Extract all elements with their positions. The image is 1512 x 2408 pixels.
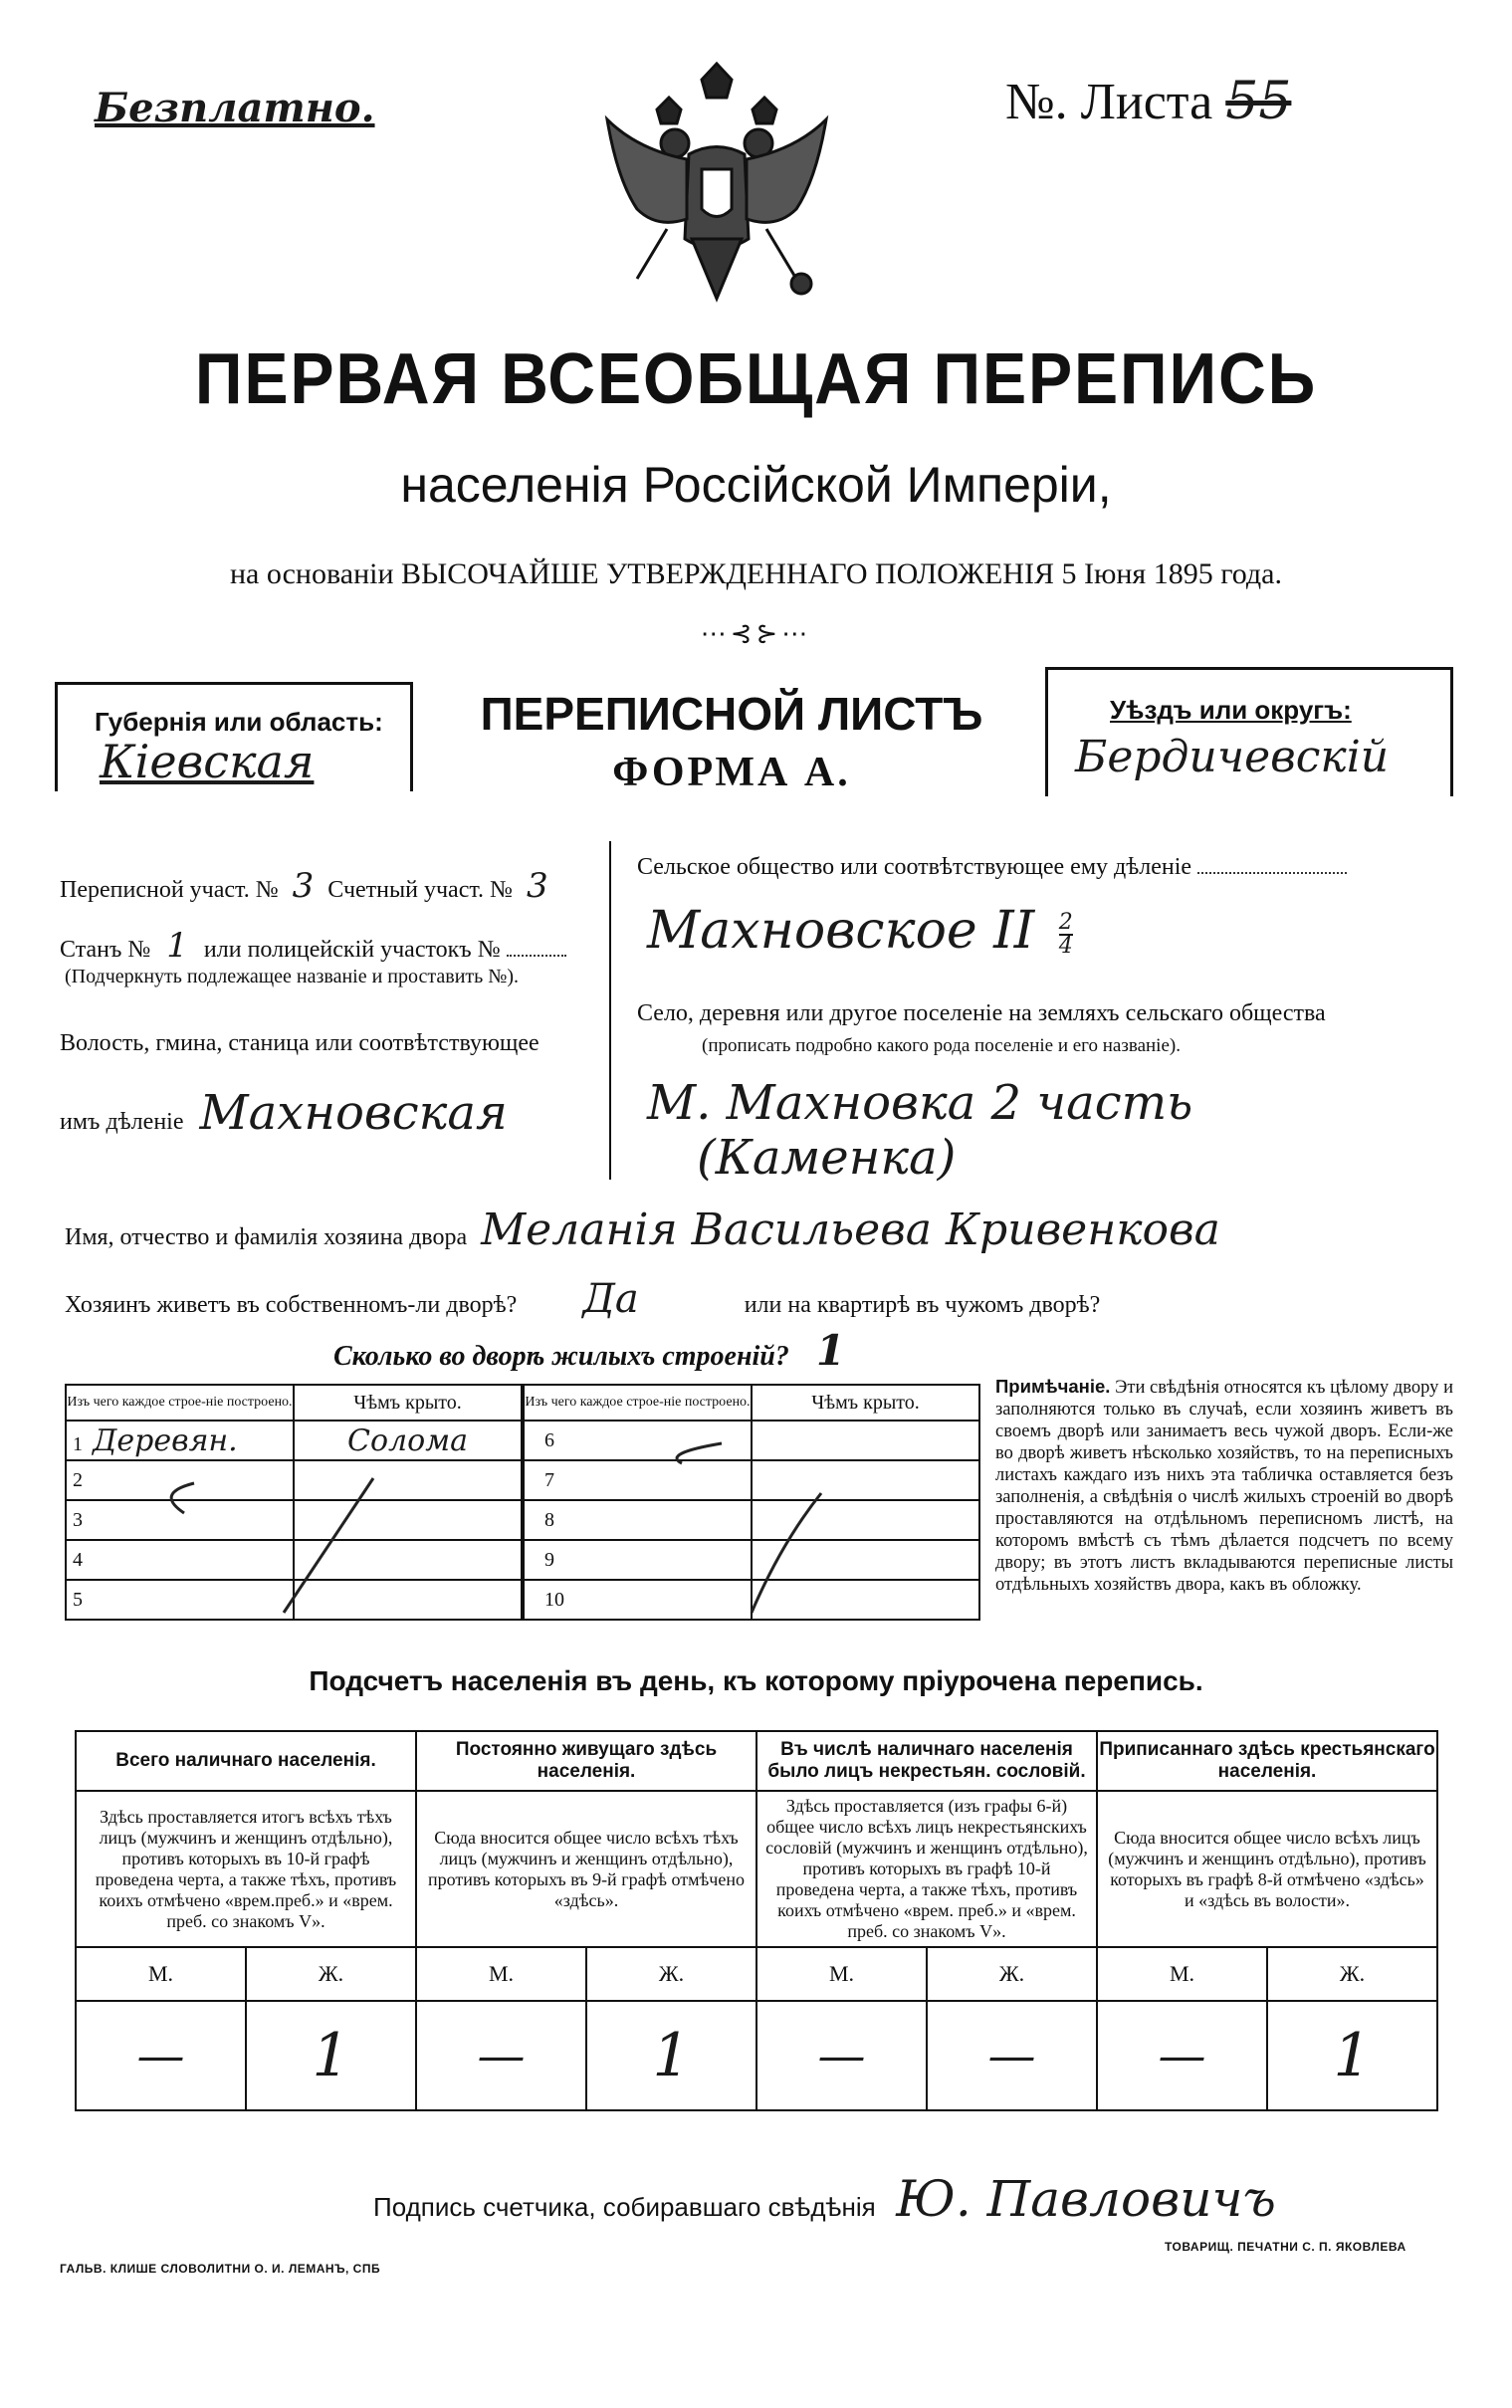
buildings-table-right: Изъ чего каждое строе-ніе построено. Чѣмъ крыто. 6 7 8 9 10 xyxy=(523,1384,980,1621)
permanent-m-value: — xyxy=(416,2001,586,2110)
census-district-value: 3 xyxy=(292,866,315,906)
census-district-label: Переписной участ. № xyxy=(60,877,279,903)
district-value: Бердичевскій xyxy=(1075,732,1390,782)
buildings-note-title: Примѣчаніе. xyxy=(995,1376,1111,1397)
society-value: Махновское II $\frac{2}{4}$ xyxy=(647,901,1073,961)
owner-name-label: Имя, отчество и фамилія хозяина двора xyxy=(65,1224,468,1250)
count-district-value: 3 xyxy=(526,866,548,906)
village-value-2: (Каменка) xyxy=(697,1130,957,1186)
division-label: имъ дѣленіе xyxy=(60,1109,184,1135)
population-count-table: Всего наличнаго населенія. Постоянно живущаго здѣсь населенія. Въ числѣ наличнаго населенія было лицъ некрестьян. сословій. Приписаннаго здѣсь крестьянскаго населенія. Здѣсь проставляется итогъ всѣхъ тѣхъ лицъ (мужчинъ и женщинъ отдѣльно), противъ которыхъ въ 10-й графѣ проведена черта, а также тѣхъ, противъ коихъ отмѣчено «врем.преб.» и «врем. преб. со знакомъ V». Сюда вносится общее число всѣхъ тѣхъ лицъ (мужчинъ и женщинъ отдѣльно), противъ которыхъ въ 9-й графѣ отмѣчено «здѣсь». Здѣсь проставляется (изъ графы 6-й) общее число всѣхъ лицъ некрестьянскихъ сословій (мужчинъ и женщинъ отдѣльно), противъ которыхъ въ графѣ 10-й проведена черта, а также тѣхъ, противъ коихъ отмѣчено «врем. преб.» и «врем. преб. со знакомъ V». Сюда вносится общее число всѣхъ лицъ (мужчинъ и женщинъ отдѣльно), противъ которыхъ въ графѣ 8-й отмѣчено «здѣсь» и «здѣсь въ волости». М. Ж. М. Ж. М. Ж. М. Ж. — 1 — 1 — — — 1 xyxy=(75,1730,1438,2111)
owner-lives-label: Хозяинъ живетъ въ собственномъ-ли дворѣ? xyxy=(65,1292,518,1318)
strike-lines xyxy=(65,1384,980,1623)
roof-header: Чѣмъ крыто. xyxy=(294,1385,522,1421)
permanent-f-value: 1 xyxy=(586,2001,756,2110)
village-label: Село, деревня или другое поселеніе на земляхъ сельскаго общества xyxy=(637,1000,1326,1026)
province-label: Губернія или область: xyxy=(95,707,383,737)
underline-note: (Подчеркнуть подлежащее названіе и проставить №). xyxy=(65,966,519,987)
buildings-note xyxy=(995,1376,1453,1596)
imperial-eagle-emblem xyxy=(597,60,836,319)
sheet-title: ПЕРЕПИСНОЙ ЛИСТЪ xyxy=(480,688,983,740)
buildings-count-value: 1 xyxy=(815,1326,846,1375)
counter-signature: Ю. Павловичъ xyxy=(896,2170,1276,2228)
page-title: ПЕРВАЯ ВСЕОБЩАЯ ПЕРЕПИСЬ xyxy=(194,339,1318,419)
signature-row xyxy=(373,2170,1276,2228)
owner-name-value: Меланія Васильева Кривенкова xyxy=(481,1204,1220,1255)
form-title: ФОРМА А. xyxy=(612,750,851,795)
volost-label: Волость, гмина, станица или соотвѣтствующее xyxy=(60,1030,540,1056)
society-fraction-bottom: 4 xyxy=(1058,933,1073,959)
province-value: Кіевская xyxy=(100,735,315,788)
page-subtitle: населенія Россійской Имперіи, xyxy=(400,457,1112,513)
owner-name-row xyxy=(65,1204,1220,1255)
buildings-note-text: Эти свѣдѣнія относятся къ цѣлому двору и заполняются только въ случаѣ, если хозяинъ живетъ въ своемъ дворѣ или занимаетъ весь чужой дворъ. Если-же во дворѣ живетъ нѣсколько хозяйствъ, то на переписныхъ листахъ каждаго изъ нихъ эта табличка оставляется безъ заполненія, а свѣдѣнія о числѣ жилыхъ строеній во дворѣ проставляются на отдѣльномъ переписномъ листѣ, на которомъ вмѣстѣ съ тѣмъ дѣлается подсчетъ по всему двору; въ этотъ листъ вкладываются переписные листы отдѣльныхъ хозяйствъ двора, какъ въ обложку. xyxy=(995,1378,1453,1595)
buildings-count-label: Сколько во дворѣ жилыхъ строеній? xyxy=(333,1341,789,1372)
total-m-value: — xyxy=(76,2001,246,2110)
count-district-label: Счетный участ. № xyxy=(327,877,513,903)
owner-lives-value: Да xyxy=(582,1276,639,1322)
village-note: (прописать подробно какого рода поселеніе и его названіе). xyxy=(702,1035,1181,1056)
owner-lives-alt: или на квартирѣ въ чужомъ дворѣ? xyxy=(744,1292,1101,1318)
sheet-number-value: 55 xyxy=(1225,72,1292,131)
non-peasant-f-value: — xyxy=(927,2001,1097,2110)
buildings-count-row xyxy=(333,1326,845,1375)
census-district-row xyxy=(60,866,556,906)
division-row xyxy=(60,1085,508,1141)
sheet-number xyxy=(1005,72,1291,131)
sheet-number-label: №. Листа xyxy=(1005,74,1213,130)
stan-label: Станъ № xyxy=(60,937,151,963)
signature-label: Подпись счетчика, собиравшаго свѣдѣнія xyxy=(373,2192,876,2222)
material-header: Изъ чего каждое строе-ніе построено. xyxy=(66,1385,294,1421)
registered-m-value: — xyxy=(1097,2001,1267,2110)
printer-left: ГАЛЬВ. КЛИШЕ СЛОВОЛИТНИ О. И. ЛЕМАНЪ, СПБ xyxy=(60,2262,381,2276)
district-label: Уѣздъ или округъ: xyxy=(1110,695,1352,725)
free-label: Безплатно. xyxy=(95,85,375,131)
division-value: Махновская xyxy=(199,1085,508,1141)
ornament: ⋯⊰⊱⋯ xyxy=(700,619,812,648)
printer-right: ТОВАРИЩ. ПЕЧАТНИ С. П. ЯКОВЛЕВА xyxy=(1165,2240,1406,2254)
stan-row xyxy=(60,926,566,966)
basis-line: на основаніи ВЫСОЧАЙШЕ УТВЕРЖДЕННАГО ПОЛОЖЕНІЯ 5 Іюня 1895 года. xyxy=(230,557,1282,590)
stan-value: 1 xyxy=(166,926,188,966)
total-f-value: 1 xyxy=(246,2001,416,2110)
society-fraction-top: 2 xyxy=(1058,909,1073,935)
society-label: Сельское общество или соотвѣтствующее ему дѣленіе xyxy=(637,854,1347,881)
registered-f-value: 1 xyxy=(1267,2001,1437,2110)
owner-lives-row xyxy=(65,1276,1100,1322)
buildings-table-left: Изъ чего каждое строе-ніе построено. Чѣмъ крыто. 1 Деревян. Солома 2 3 4 5 xyxy=(65,1384,523,1621)
count-title: Подсчетъ населенія въ день, къ которому пріурочена перепись. xyxy=(309,1665,1203,1696)
non-peasant-m-value: — xyxy=(756,2001,927,2110)
police-label: или полицейскій участокъ № xyxy=(203,937,501,963)
village-value-1: М. Махновка 2 часть xyxy=(647,1075,1193,1131)
